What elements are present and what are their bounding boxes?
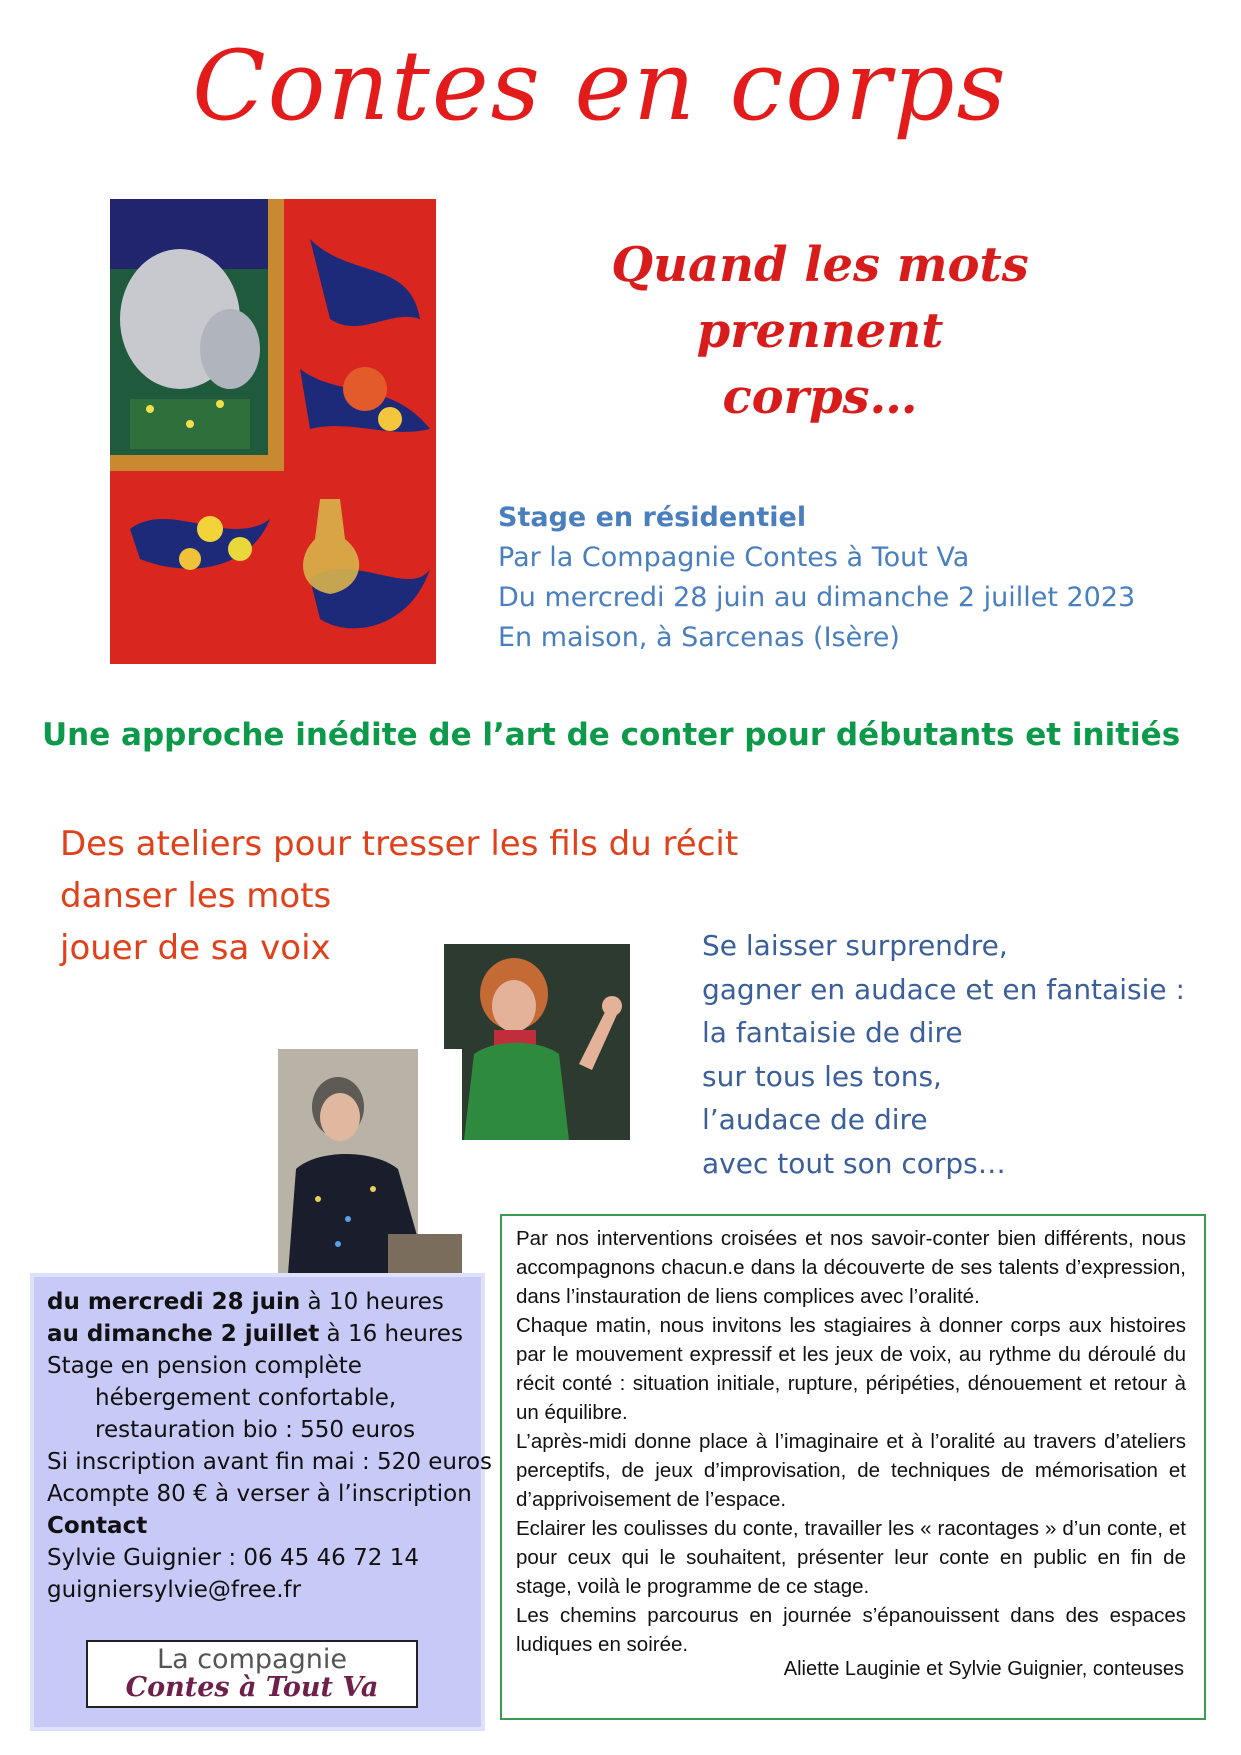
contact-phone: Sylvie Guignier : 06 45 46 72 14 [47, 1545, 419, 1571]
painting-image [110, 199, 436, 664]
surprise-line: la fantaisie de dire [702, 1016, 963, 1049]
description-paragraph: Les chemins parcourus en journée s’épanouissent dans des espaces ludiques en soirée. [516, 1604, 1186, 1656]
start-time: à 10 heures [300, 1289, 444, 1315]
ateliers-text [60, 818, 738, 974]
signature: Aliette Lauginie et Sylvie Guignier, conteuses [783, 1658, 1184, 1680]
description-paragraph: Par nos interventions croisées et nos savoir-conter bien différents, nous accompagnons chacun.e dans la découverte de ses talents d’expression, dans l’instauration de liens complices avec l’oralité. [516, 1227, 1186, 1308]
description [516, 1224, 1186, 1659]
deposit: Acompte 80 € à verser à l’inscription [47, 1481, 472, 1507]
surprise-text [702, 924, 1185, 1185]
lodging: hébergement confortable, [95, 1385, 397, 1411]
contact-email[interactable]: guigniersylvie@free.fr [47, 1577, 302, 1603]
pension: Stage en pension complète [47, 1353, 362, 1379]
start-date: du mercredi 28 juin [47, 1289, 301, 1315]
surprise-line: sur tous les tons, [702, 1059, 942, 1093]
ateliers-line: Des ateliers pour tresser les fils du récit [60, 824, 739, 864]
surprise-line: l’audace de dire [702, 1103, 928, 1136]
stage-dates: Du mercredi 28 juin au dimanche 2 juillet 2023 [498, 582, 1136, 613]
contact-label: Contact [47, 1513, 148, 1539]
surprise-line: gagner en audace et en fantaisie : [702, 972, 1185, 1006]
subtitle-line: corps… [722, 369, 918, 425]
subtitle [560, 232, 1080, 430]
subtitle-line: prennent [696, 303, 944, 359]
end-date: au dimanche 2 juillet [47, 1321, 320, 1347]
description-paragraph: Eclairer les coulisses du conte, travailler les « racontages » d’un conte, et pour ceux qui le souhaitent, présenter leur conte en public en fin de stage, voilà le programme de ce stage. [516, 1517, 1186, 1598]
logo-top-text: La compagnie [157, 1644, 347, 1675]
end-time: à 16 heures [319, 1321, 463, 1347]
approach-heading: Une approche inédite de l’art de conter pour débutants et initiés [42, 717, 1181, 753]
stage-type: Stage en résidentiel [498, 502, 807, 533]
storyteller-photo [444, 944, 630, 1140]
subtitle-line: Quand les mots [611, 237, 1029, 293]
logo-bottom-text: Contes à Tout Va [125, 1672, 379, 1703]
storyteller-photo [278, 1049, 462, 1274]
ateliers-line: jouer de sa voix [60, 928, 331, 968]
surprise-line: Se laisser surprendre, [702, 929, 1008, 962]
stage-place: En maison, à Sarcenas (Isère) [498, 622, 900, 653]
company-logo [86, 1640, 418, 1708]
practical-info [47, 1286, 492, 1606]
description-paragraph: L’après-midi donne place à l’imaginaire et à l’oralité au travers d’ateliers perceptifs, de jeux d’improvisation, de techniques de mémorisation et d’apprivoisement de l’espace. [516, 1430, 1186, 1511]
page-title: Contes en corps [192, 30, 1008, 142]
stage-company: Par la Compagnie Contes à Tout Va [498, 542, 970, 573]
description-paragraph: Chaque matin, nous invitons les stagiaires à donner corps aux histoires par le mouvement expressif et les jeux de voix, au rythme du déroulé du récit conté : situation initiale, rupture, péripéties, dénouement et retour à un équilibre. [516, 1314, 1186, 1424]
surprise-line: avec tout son corps… [702, 1146, 1006, 1180]
stage-info [498, 498, 1135, 658]
early-price: Si inscription avant fin mai : 520 euros [47, 1449, 492, 1475]
ateliers-line: danser les mots [60, 876, 332, 916]
food-price: restauration bio : 550 euros [95, 1417, 416, 1443]
